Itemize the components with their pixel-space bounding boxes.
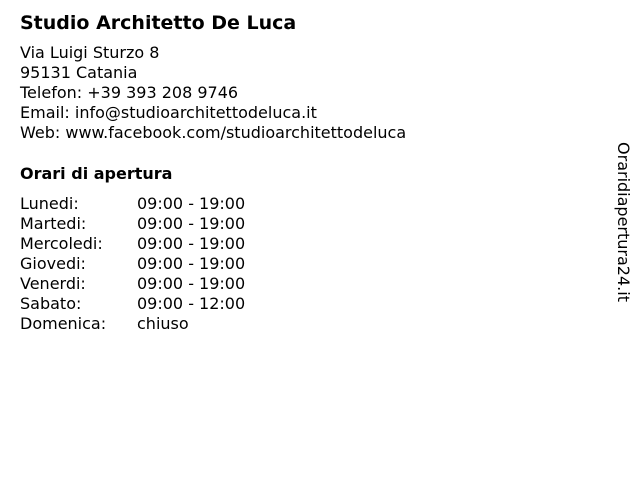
day-label: Lunedi:	[20, 194, 79, 213]
day-label: Giovedi:	[20, 254, 86, 273]
opening-hours-title: Orari di apertura	[20, 164, 173, 183]
site-watermark: Oraridiapertura24.it	[614, 142, 633, 302]
day-hours: 09:00 - 19:00	[137, 194, 246, 213]
day-label: Martedi:	[20, 214, 87, 233]
day-hours: 09:00 - 19:00	[137, 234, 246, 253]
day-hours: 09:00 - 19:00	[137, 214, 246, 233]
day-hours: 09:00 - 19:00	[137, 254, 246, 273]
city: 95131 Catania	[20, 63, 138, 82]
day-hours: 09:00 - 12:00	[137, 294, 246, 313]
street-address: Via Luigi Sturzo 8	[20, 43, 160, 62]
day-label: Mercoledi:	[20, 234, 103, 253]
business-name: Studio Architetto De Luca	[20, 12, 297, 34]
website: Web: www.facebook.com/studioarchitettodeluca	[20, 123, 407, 142]
day-hours: chiuso	[137, 314, 189, 333]
day-label: Domenica:	[20, 314, 107, 333]
day-label: Venerdi:	[20, 274, 86, 293]
contact-info	[20, 43, 406, 143]
email: Email: info@studioarchitettodeluca.it	[20, 103, 317, 122]
day-label: Sabato:	[20, 294, 82, 313]
phone: Telefon: +39 393 208 9746	[20, 83, 239, 102]
day-hours: 09:00 - 19:00	[137, 274, 246, 293]
